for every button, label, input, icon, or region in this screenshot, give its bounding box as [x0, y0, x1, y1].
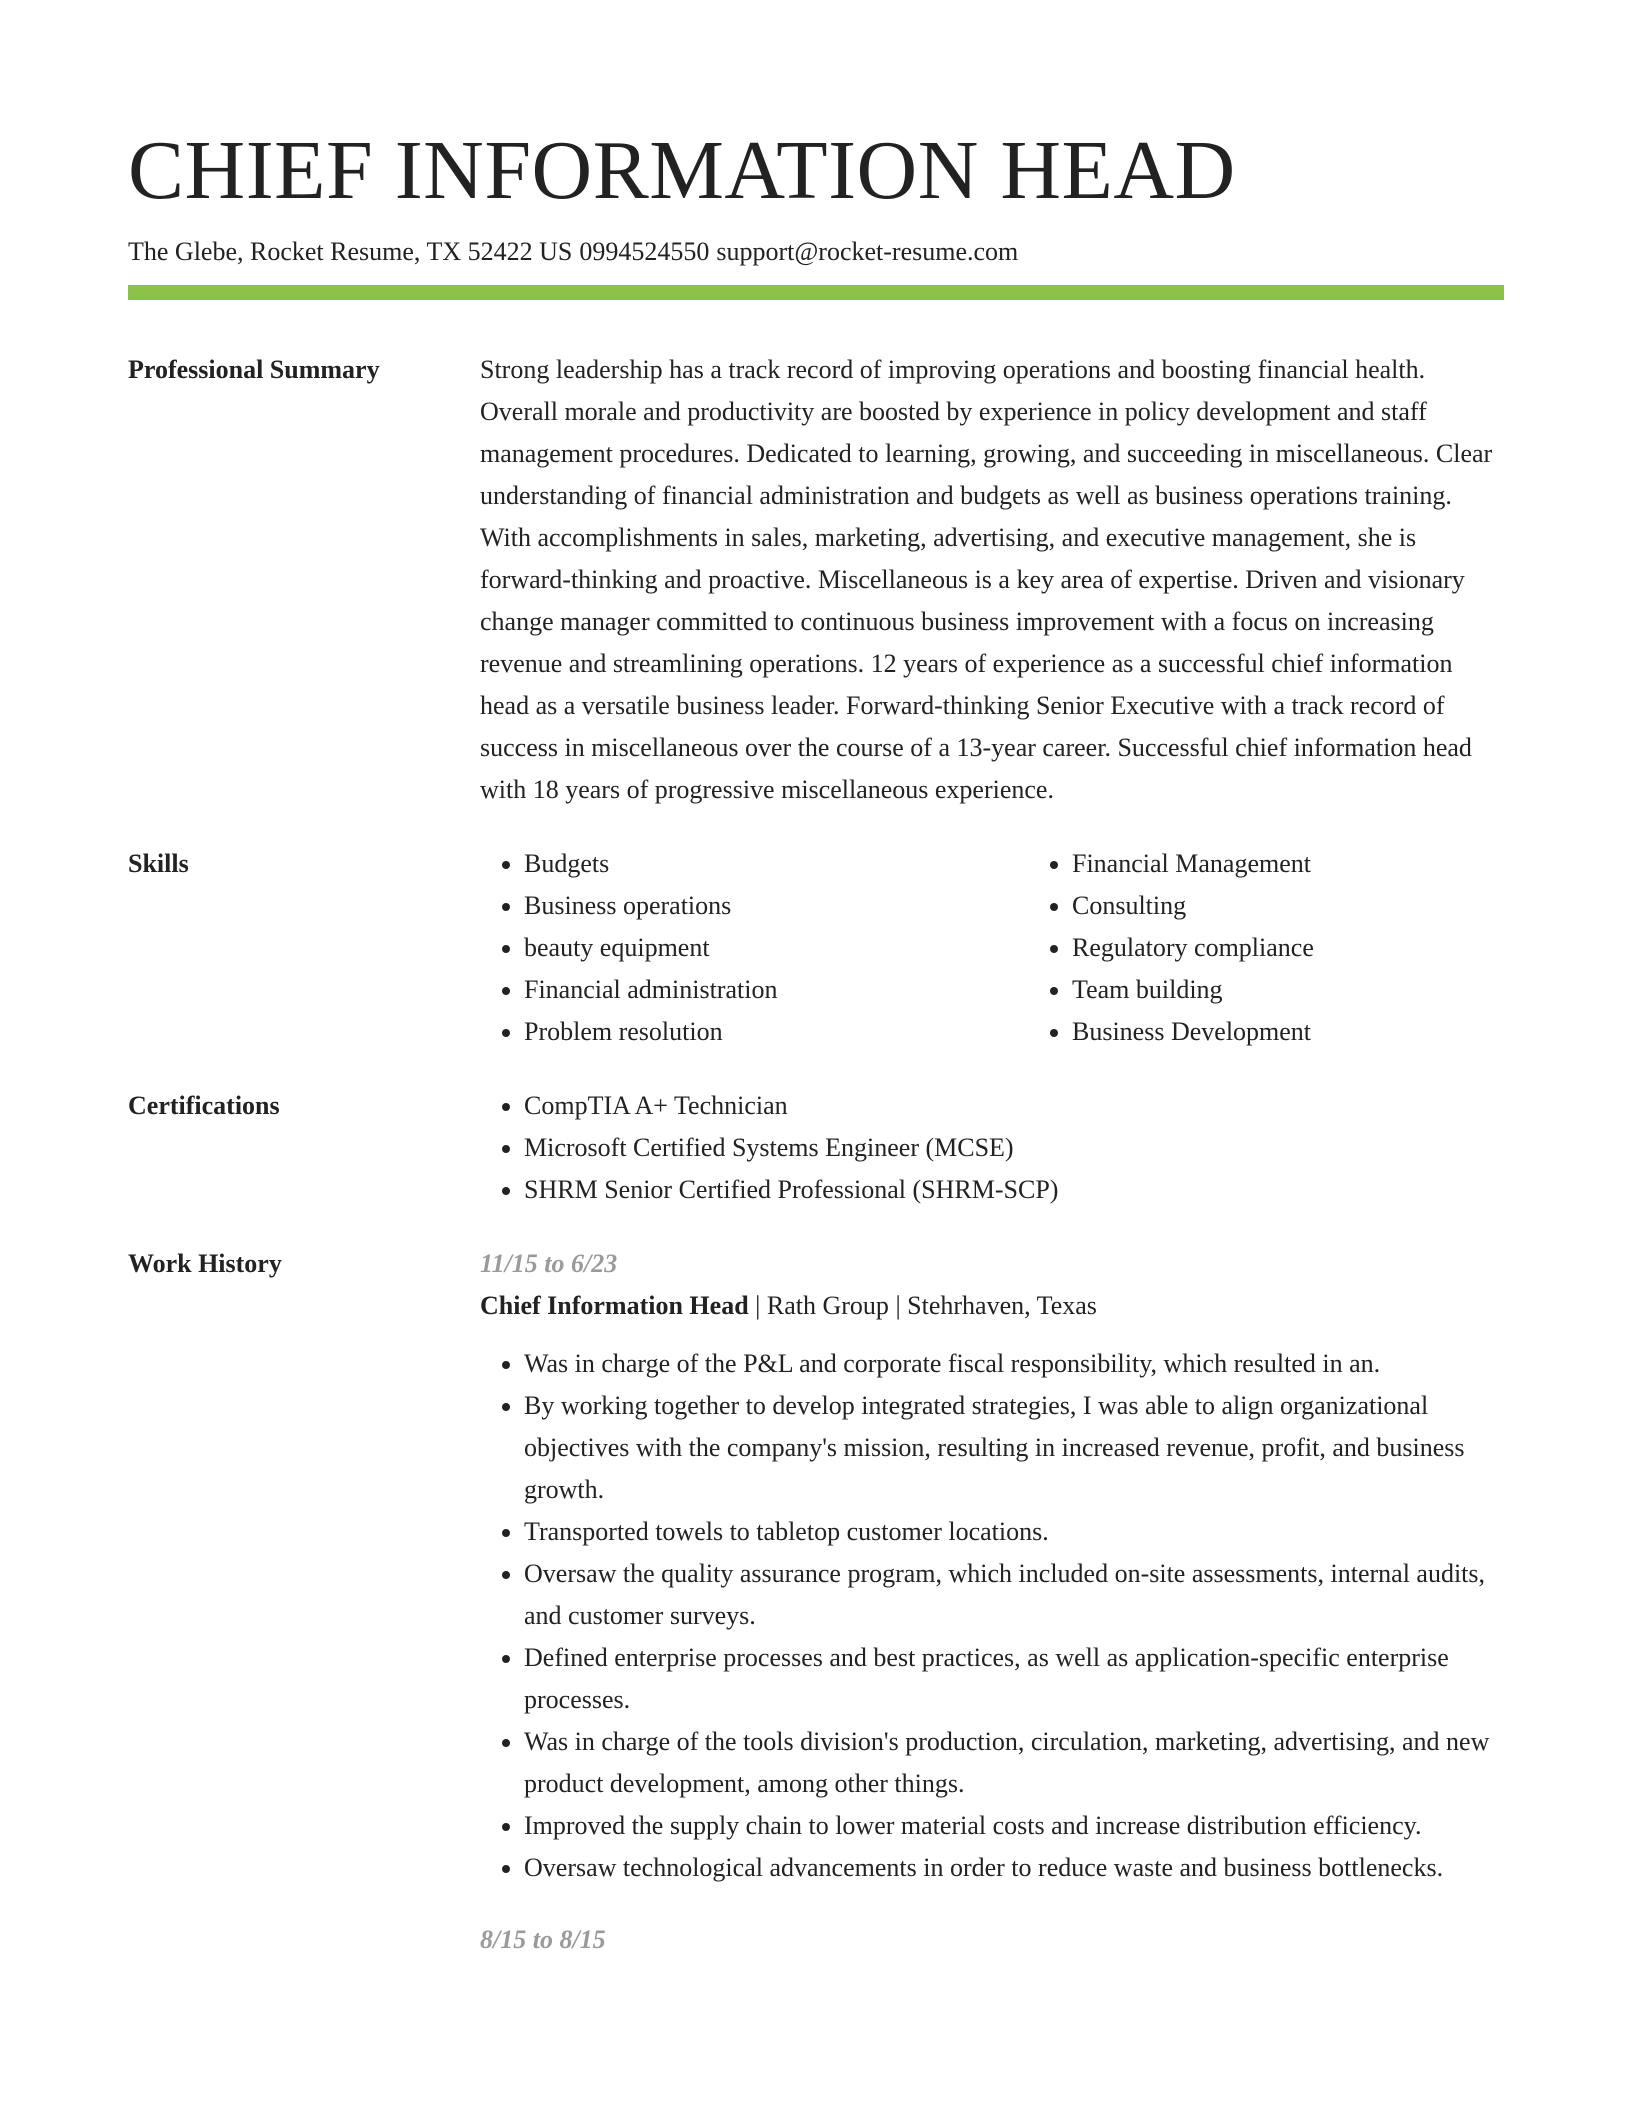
job-company: Rath Group — [766, 1291, 889, 1320]
job-bullet: • Was in charge of the tools division's production, circulation, marketing, advertising, and new product development, among other things. — [524, 1721, 1504, 1805]
certifications-body — [480, 1085, 1504, 1211]
contact-address: The Glebe, Rocket Resume, TX 52422 US — [128, 237, 573, 266]
skill-item: • Problem resolution — [524, 1011, 1028, 1053]
skill-item: • beauty equipment — [524, 927, 1028, 969]
job-bullet: • Transported towels to tabletop customer locations. — [524, 1511, 1504, 1553]
skill-item: • Financial administration — [524, 969, 1028, 1011]
job-dates: 11/15 to 6/23 — [480, 1249, 618, 1278]
job-bullet: • Oversaw the quality assurance program, which included on-site assessments, internal audits, and customer surveys. — [524, 1553, 1504, 1637]
job-title: Chief Information Head — [480, 1291, 749, 1320]
header-divider — [128, 285, 1504, 300]
skills-grid — [480, 843, 1576, 1053]
skills-right-list — [1028, 843, 1576, 1053]
job-bullet: • By working together to develop integrated strategies, I was able to align organizational objectives with the company's mission, resulting in increased revenue, profit, and business growth. — [524, 1385, 1504, 1511]
certifications-section — [128, 1085, 1504, 1211]
job-bullets-list — [480, 1343, 1504, 1889]
skills-label: Skills — [128, 849, 189, 878]
summary-text: Strong leadership has a track record of improving operations and boosting financial health. Overall morale and productivity are boosted by experience in policy development and staff management procedures. Dedicated to learning, growing, and succeeding in miscellaneous. Clear understanding of financial administration and budgets as well as business operations training. With accomplishments in sales, marketing, advertising, and executive management, she is forward-thinking and proactive. Miscellaneous is a key area of expertise. Driven and visionary change manager committed to continuous business improvement with a focus on increasing revenue and streamlining operations. 12 years of experience as a successful chief information head as a versatile business leader. Forward-thinking Senior Executive with a track record of success in miscellaneous over the course of a 13-year career. Successful chief information head with 18 years of progressive miscellaneous experience. — [480, 355, 1493, 804]
work-history-label: Work History — [128, 1249, 282, 1278]
certifications-label: Certifications — [128, 1091, 280, 1120]
job-bullet: • Oversaw technological advancements in order to reduce waste and business bottlenecks. — [524, 1847, 1504, 1889]
skill-item: • Financial Management — [1072, 843, 1576, 885]
job-bullet: • Defined enterprise processes and best practices, as well as application-specific enterprise processes. — [524, 1637, 1504, 1721]
skill-item: • Business operations — [524, 885, 1028, 927]
skills-left-list — [480, 843, 1028, 1053]
skills-body — [480, 843, 1576, 1053]
job-bullet: • Was in charge of the P&L and corporate fiscal responsibility, which resulted in an. — [524, 1343, 1504, 1385]
skill-item: • Budgets — [524, 843, 1028, 885]
job-bullet: • Improved the supply chain to lower material costs and increase distribution efficiency. — [524, 1805, 1504, 1847]
certifications-list — [480, 1085, 1504, 1211]
contact-line — [128, 234, 1504, 270]
skill-item: • Consulting — [1072, 885, 1576, 927]
skill-item: • Business Development — [1072, 1011, 1576, 1053]
certification-item: • CompTIA A+ Technician — [524, 1085, 1504, 1127]
job-location: Stehrhaven, Texas — [907, 1291, 1097, 1320]
contact-email: support@rocket-resume.com — [716, 237, 1019, 266]
job-dates: 8/15 to 8/15 — [480, 1925, 606, 1954]
certification-item: • Microsoft Certified Systems Engineer (MCSE) — [524, 1127, 1504, 1169]
resume-name-heading: CHIEF INFORMATION HEAD — [128, 124, 1236, 217]
work-history-body — [480, 1243, 1504, 1961]
contact-phone: 0994524550 — [579, 237, 710, 266]
skill-item: • Regulatory compliance — [1072, 927, 1576, 969]
summary-section — [128, 349, 1504, 811]
summary-label: Professional Summary — [128, 355, 380, 384]
skill-item: • Team building — [1072, 969, 1576, 1011]
job-title-line: Chief Information Head | Rath Group | Stehrhaven, Texas — [480, 1291, 1097, 1320]
certification-item: • SHRM Senior Certified Professional (SHRM-SCP) — [524, 1169, 1504, 1211]
work-history-section — [128, 1243, 1504, 1961]
skills-section — [128, 843, 1504, 1053]
resume-page — [128, 118, 1504, 1961]
